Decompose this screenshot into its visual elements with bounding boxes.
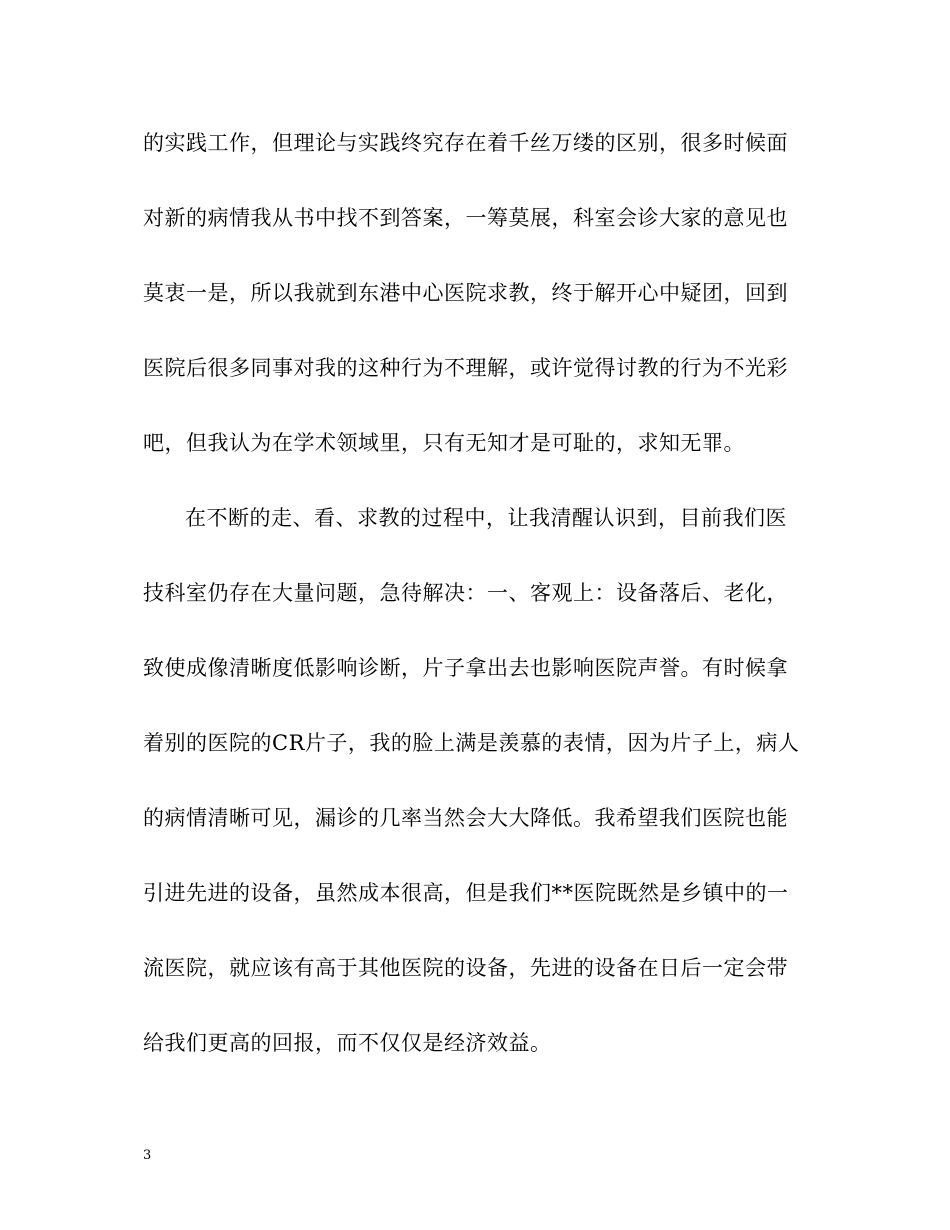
text-line: 致使成像清晰度低影响诊断，片子拿出去也影响医院声誉。有时候拿 bbox=[143, 656, 788, 680]
text-line: 医院后很多同事对我的这种行为不理解，或许觉得讨教的行为不光彩 bbox=[143, 356, 788, 380]
text-line: 的实践工作，但理论与实践终究存在着千丝万缕的区别，很多时候面 bbox=[143, 131, 788, 155]
text-line: 对新的病情我从书中找不到答案，一筹莫展，科室会诊大家的意见也 bbox=[143, 206, 788, 230]
page-number: 3 bbox=[143, 1148, 152, 1163]
text-line: 给我们更高的回报，而不仅仅是经济效益。 bbox=[143, 1031, 552, 1055]
text-line: 引进先进的设备，虽然成本很高，但是我们**医院既然是乡镇中的一 bbox=[143, 881, 789, 905]
text-line: 的病情清晰可见，漏诊的几率当然会大大降低。我希望我们医院也能 bbox=[143, 806, 788, 830]
paragraph-first-line: 在不断的走、看、求教的过程中，让我清醒认识到，目前我们医 bbox=[185, 506, 787, 530]
text-line: 着别的医院的CR片子，我的脸上满是羡慕的表情，因为片子上，病人 bbox=[143, 731, 800, 755]
text-line: 流医院，就应该有高于其他医院的设备，先进的设备在日后一定会带 bbox=[143, 956, 788, 980]
text-line: 吧，但我认为在学术领域里，只有无知才是可耻的，求知无罪。 bbox=[143, 431, 745, 455]
text-line: 莫衷一是，所以我就到东港中心医院求教，终于解开心中疑团，回到 bbox=[143, 281, 788, 305]
text-line: 技科室仍存在大量问题，急待解决：一、客观上：设备落后、老化， bbox=[143, 581, 788, 605]
